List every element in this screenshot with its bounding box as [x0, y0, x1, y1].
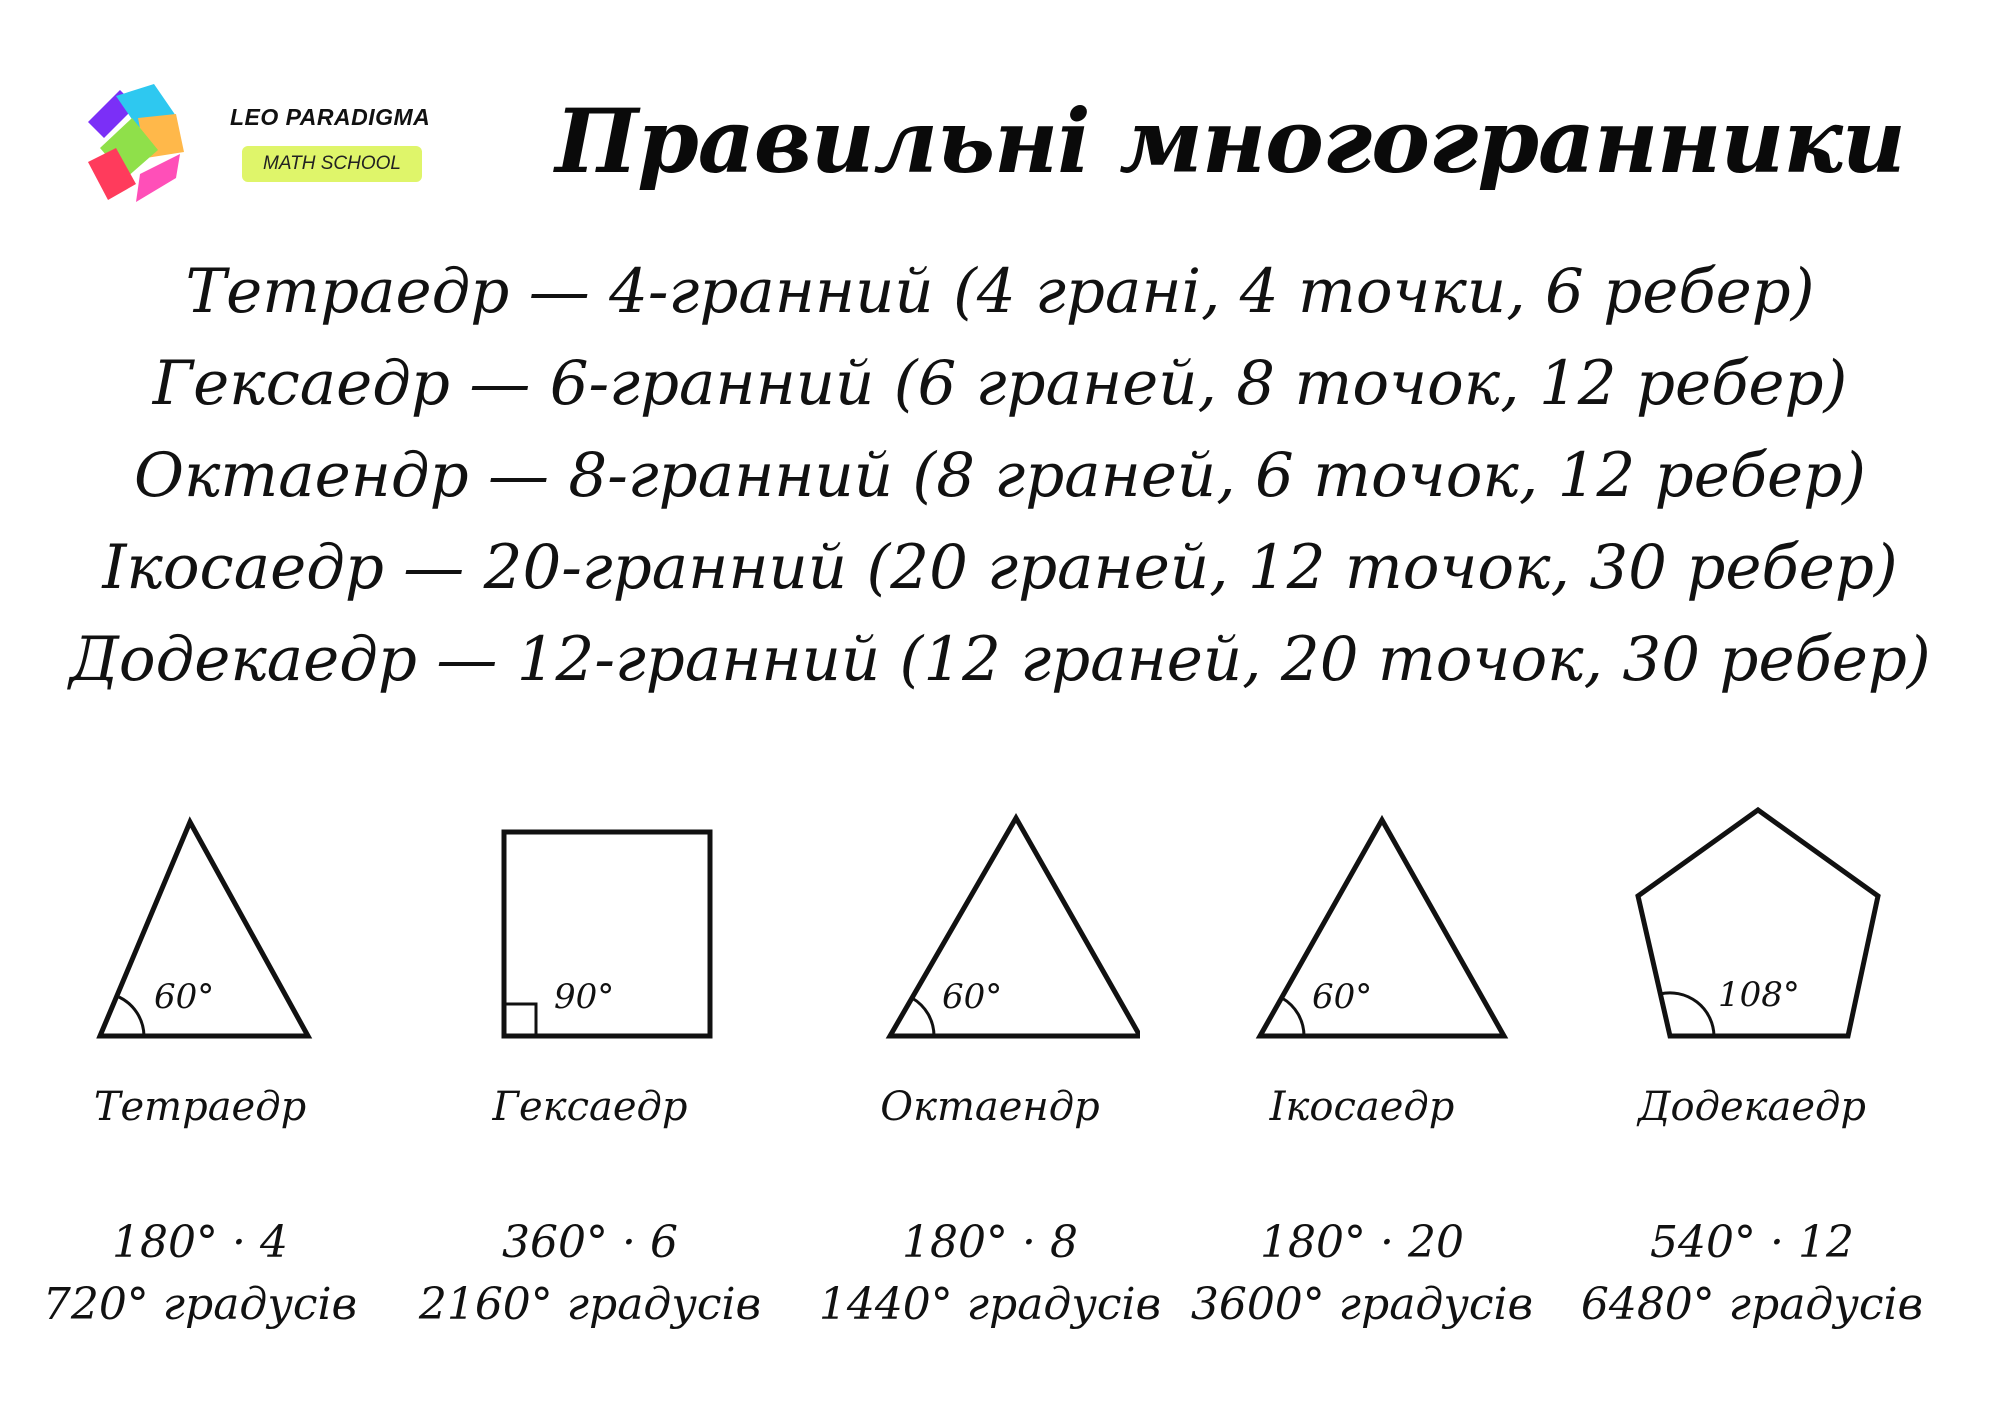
- angle-label: 60°: [154, 977, 215, 1017]
- figure-formula: 360° · 6: [502, 1217, 678, 1268]
- angle-label: 60°: [942, 977, 1003, 1017]
- triangle-icon: [1212, 800, 1512, 1060]
- figure-icosahedron: [1172, 800, 1552, 1336]
- figure-tetrahedron: [10, 800, 390, 1336]
- summary-line-octahedron: Октаендр — 8-гранний (8 граней, 6 точок, 12 ребер): [134, 440, 1866, 511]
- triangle-icon: [840, 800, 1140, 1060]
- figure-formula: 180° · 8: [902, 1217, 1078, 1268]
- figure-formula: 180° · 20: [1260, 1217, 1464, 1268]
- figure-octahedron: [800, 800, 1180, 1336]
- angle-label: 60°: [1312, 977, 1373, 1017]
- page-title: Правильні многогранники: [555, 89, 1905, 193]
- figure-total: 720° градусів: [42, 1279, 358, 1330]
- summary-line-icosahedron: Ікосаедр — 20-гранний (20 граней, 12 точок, 30 ребер): [102, 532, 1898, 603]
- triangle-icon: [50, 800, 350, 1060]
- figure-total: 2160° градусів: [418, 1279, 762, 1330]
- figure-dodecahedron: [1562, 800, 1942, 1336]
- figure-name: Додекаедр: [1638, 1084, 1866, 1130]
- summary-line-hexahedron: Гексаедр — 6-гранний (6 граней, 8 точок, 12 ребер): [152, 348, 1848, 419]
- brand-tag: MATH SCHOOL: [242, 146, 422, 182]
- figure-hexahedron: [400, 800, 780, 1336]
- school-logo-icon: [80, 78, 210, 208]
- brand-name: LEO PARADIGMA: [230, 104, 431, 130]
- figure-total: 6480° градусів: [1580, 1279, 1924, 1330]
- figure-name: Гексаедр: [492, 1084, 688, 1130]
- angle-label: 90°: [554, 977, 615, 1017]
- figure-total: 3600° градусів: [1190, 1279, 1534, 1330]
- figure-total: 1440° градусів: [818, 1279, 1162, 1330]
- figure-formula: 180° · 4: [112, 1217, 288, 1268]
- pentagon-icon: [1602, 800, 1902, 1060]
- summary-line-dodecahedron: Додекаедр — 12-гранний (12 граней, 20 точок, 30 ребер): [69, 624, 1931, 695]
- summary-line-tetrahedron: Тетраедр — 4-гранний (4 грані, 4 точки, 6 ребер): [185, 256, 1815, 327]
- square-icon: [440, 800, 740, 1060]
- figure-name: Октаендр: [880, 1084, 1100, 1130]
- angle-label: 108°: [1718, 975, 1800, 1015]
- figure-name: Ікосаедр: [1269, 1084, 1455, 1130]
- figure-name: Тетраедр: [93, 1084, 307, 1130]
- figure-formula: 540° · 12: [1650, 1217, 1854, 1268]
- summary-list: [40, 246, 1960, 706]
